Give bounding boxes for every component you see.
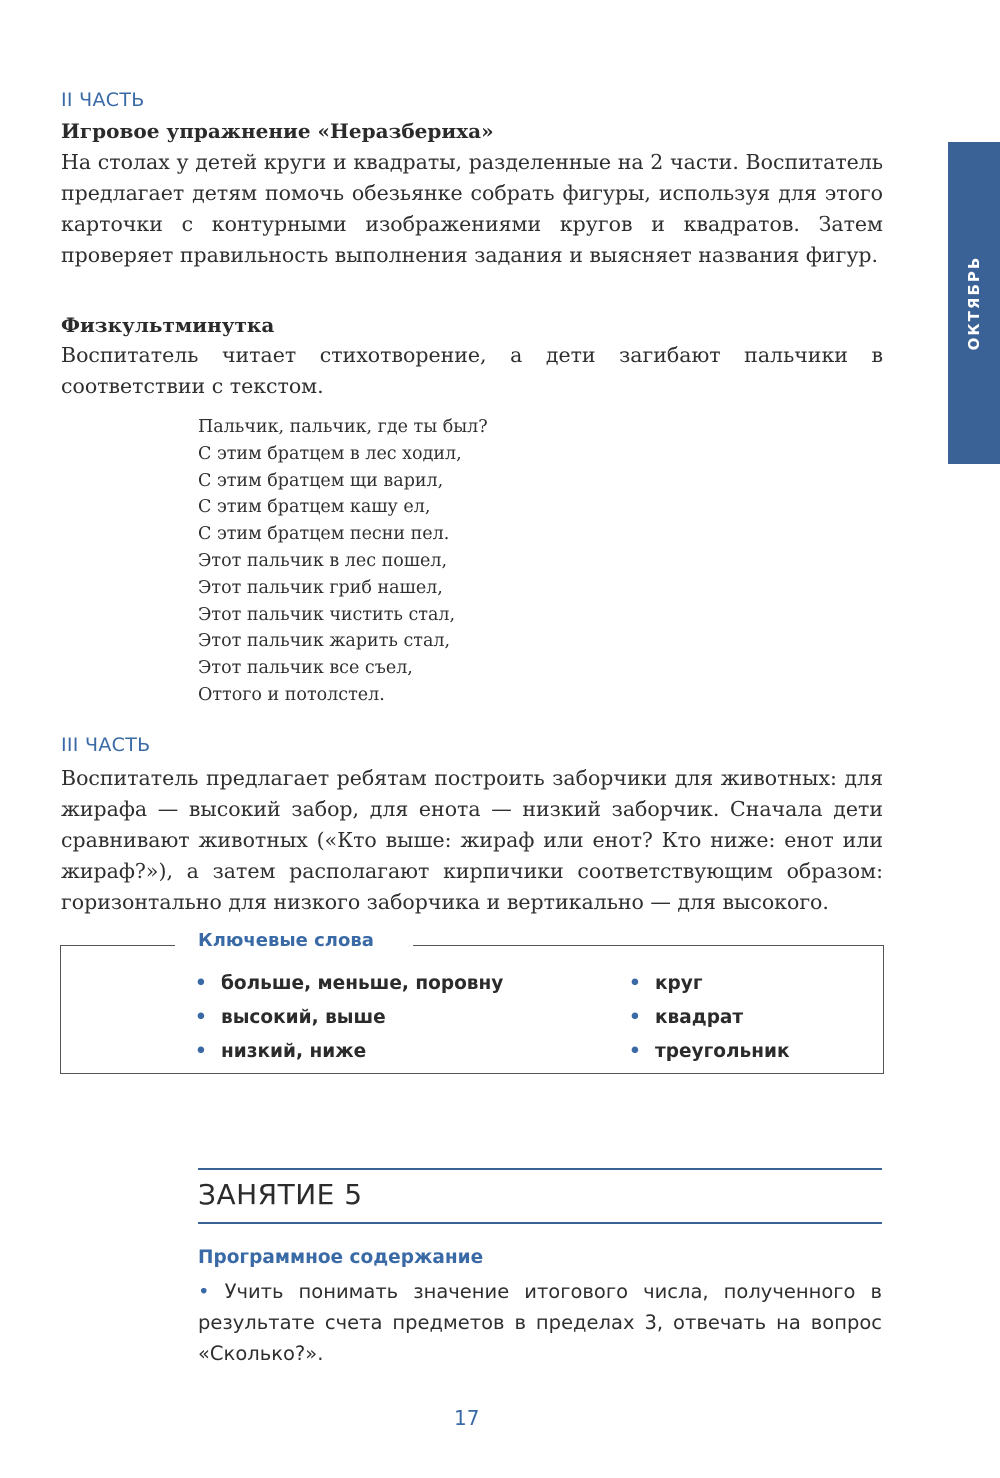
page-number: 17: [454, 1406, 480, 1430]
bullet-icon: •: [629, 973, 641, 994]
poem: [198, 414, 488, 709]
exercise-title: Игровое упражнение «Неразбериха»: [61, 119, 494, 143]
month-side-tab: [948, 142, 1000, 464]
exercise-text: На столах у детей круги и квадраты, разделенные на 2 части. Воспитатель предлагает детям помочь обезьянке собрать фигуры, используя для этого карточки с контурными изображениями кругов и квадратов. Затем проверяет правильность выполнения задания и выясняет названия фигур.: [61, 150, 883, 267]
keywords-left-column: [195, 967, 503, 1069]
month-tab-label: ОКТЯБРЬ: [965, 255, 983, 351]
physminute-title: Физкультминутка: [61, 313, 275, 337]
keywords-box: [60, 930, 884, 1074]
keyword-item: • квадрат: [629, 1001, 790, 1035]
keyword-item: • высокий, выше: [195, 1001, 503, 1035]
physminute-text: Воспитатель читает стихотворение, а дети загибают пальчики в соответствии с текстом.: [61, 343, 883, 398]
lesson-bottom-rule: [198, 1222, 882, 1224]
keywords-box-top-border: [413, 945, 883, 946]
part-3-text: Воспитатель предлагает ребятам построить заборчики для животных: для жирафа — высокий забор, для енота — низкий заборчик. Сначала дети сравнивают животных («Кто выше: жираф или енот? Кто ниже: енот или жираф?»), а затем располагают кирпичики соответствующим образом: горизонтально для низкого заборчика и вертикально — для высокого.: [61, 766, 883, 914]
poem-line: С этим братцем щи варил,: [198, 470, 444, 491]
part-3-heading: III ЧАСТЬ: [61, 734, 151, 756]
poem-line: Этот пальчик все съел,: [198, 658, 413, 679]
bullet-icon: •: [629, 1041, 641, 1062]
bullet-icon: •: [195, 1007, 207, 1028]
poem-line: Пальчик, пальчик, где ты был?: [198, 417, 488, 437]
poem-line: Этот пальчик чистить стал,: [198, 604, 456, 625]
poem-line: С этим братцем песни пел.: [198, 524, 450, 545]
poem-line: С этим братцем кашу ел,: [198, 497, 431, 518]
poem-line: Этот пальчик жарить стал,: [198, 631, 451, 652]
bullet-icon: •: [198, 1280, 210, 1303]
part-2-heading: II ЧАСТЬ: [61, 89, 145, 111]
lesson-top-rule: [198, 1168, 882, 1170]
bullet-icon: •: [195, 973, 207, 994]
poem-line: Этот пальчик в лес пошел,: [198, 550, 448, 571]
keyword-item: • больше, меньше, поровну: [195, 967, 503, 1001]
keywords-right-column: [629, 967, 790, 1069]
program-heading: Программное содержание: [198, 1247, 484, 1268]
keywords-box-top-border: [61, 945, 175, 946]
keyword-item: • треугольник: [629, 1035, 790, 1069]
bullet-icon: •: [195, 1041, 207, 1062]
keyword-item: • низкий, ниже: [195, 1035, 503, 1069]
lesson-title: ЗАНЯТИЕ 5: [198, 1178, 363, 1211]
keyword-item: • круг: [629, 967, 790, 1001]
poem-line: Оттого и потолстел.: [198, 684, 385, 705]
program-text: • Учить понимать значение итогового числа, полученного в результате счета предметов в пределах 3, отвечать на вопрос «Сколько?».: [198, 1280, 882, 1365]
poem-line: Этот пальчик гриб нашел,: [198, 577, 443, 598]
bullet-icon: •: [629, 1007, 641, 1028]
poem-line: С этим братцем в лес ходил,: [198, 443, 462, 464]
keywords-title: Ключевые слова: [198, 930, 374, 951]
